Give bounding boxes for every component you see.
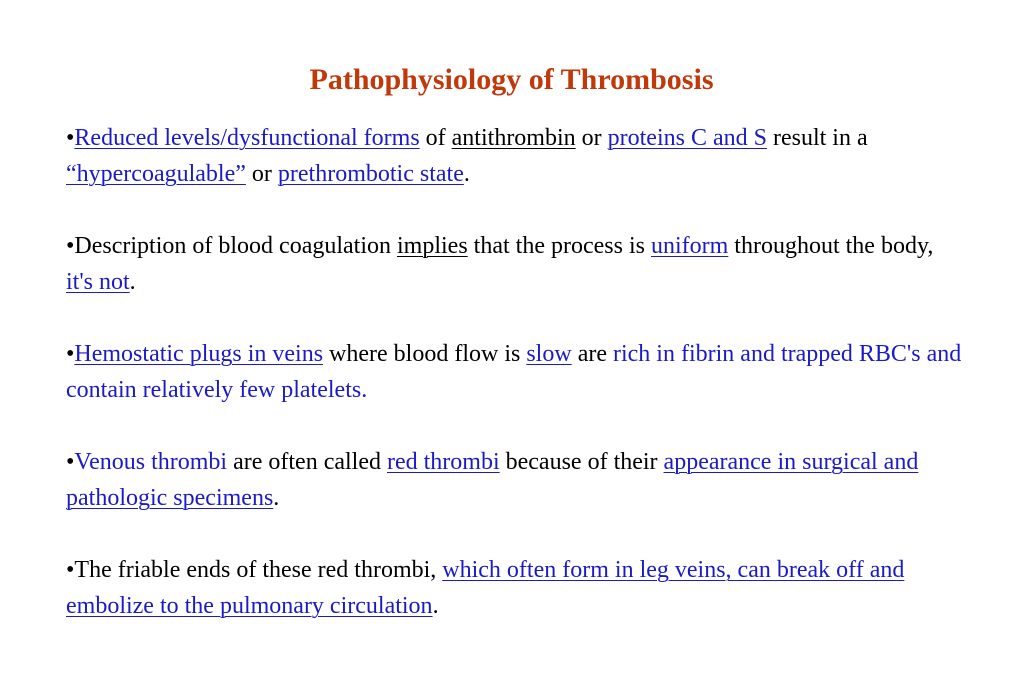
text-rich-in-fibrin: rich in fibrin and trapped RBC's and contain relatively few platelets. [66,341,962,403]
text-because-of-their: because of their [499,449,664,475]
text-are-often-called: are often called [227,449,387,475]
link-proteins-c-and-s[interactable]: proteins C and S [607,125,767,151]
slide-title: Pathophysiology of Thrombosis [309,63,714,96]
underlined-antithrombin: antithrombin [451,125,576,151]
paragraph-hemostatic-plugs [66,336,966,408]
link-reduced-levels[interactable]: Reduced levels/dysfunctional forms [74,125,420,151]
text-that-the-process: that the process is [467,233,651,259]
link-red-thrombi[interactable]: red thrombi [386,449,500,475]
link-hemostatic-plugs[interactable]: Hemostatic plugs in veins [74,341,324,367]
text-period: . [273,485,280,511]
text-of: of [419,125,452,151]
link-hypercoagulable[interactable]: “hypercoagulable” [66,161,246,187]
link-its-not[interactable]: it's not [66,269,130,295]
text-are: are [571,341,613,367]
text-where-blood-flow: where blood flow is [323,341,527,367]
text-description: Description of blood coagulation [74,233,397,259]
text-or: or [575,125,608,151]
paragraph-coagulation [66,228,966,300]
bullet: • [66,341,75,367]
bullet: • [66,449,75,475]
underlined-implies: implies [397,233,468,259]
link-prethrombotic-state[interactable]: prethrombotic state [277,161,464,187]
slide-body [66,120,966,624]
paragraph-venous-thrombi [66,444,966,516]
bullet: • [66,125,75,151]
link-embolize[interactable]: which often form in leg veins, can break off and embolize to the pulmonary circulation [66,557,905,619]
text-or-2: or [245,161,278,187]
paragraph-antithrombin [66,120,966,192]
link-appearance[interactable]: appearance in surgical and pathologic specimens [66,449,919,511]
text-friable-ends: The friable ends of these red thrombi, [74,557,443,583]
text-throughout: throughout the body, [728,233,934,259]
text-result-in-a: result in a [766,125,868,151]
bullet: • [66,557,75,583]
text-period: . [129,269,136,295]
text-period: . [432,593,439,619]
link-uniform[interactable]: uniform [650,233,729,259]
text-period: . [463,161,470,187]
bullet: • [66,233,75,259]
paragraph-friable-ends [66,552,966,624]
text-venous-thrombi: Venous thrombi [74,449,228,475]
link-slow[interactable]: slow [526,341,572,367]
